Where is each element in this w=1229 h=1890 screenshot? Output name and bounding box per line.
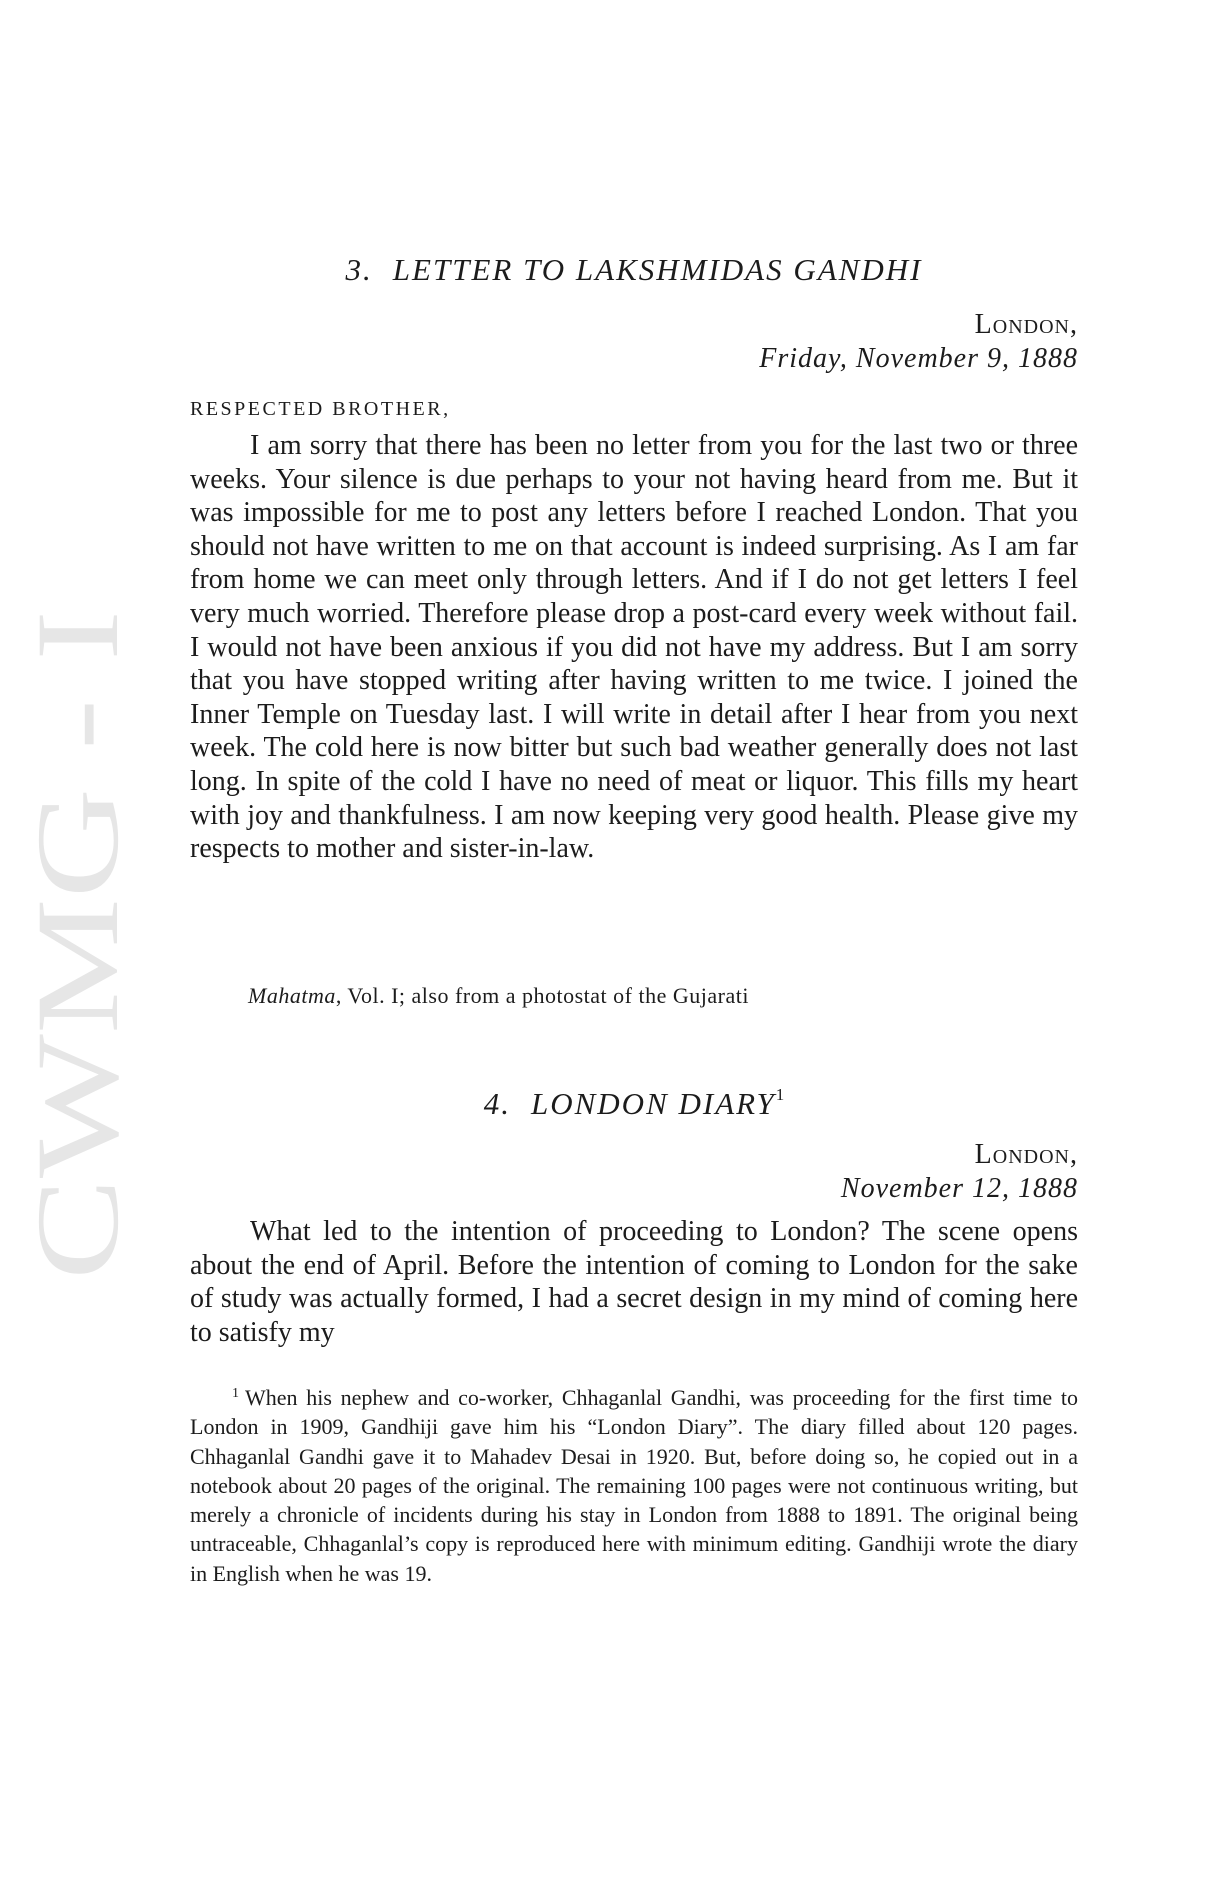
diary-body: What led to the intention of proceeding to London? The scene opens about the end of April. Before the intention of coming to London for the sake of study was actually formed, I had a secret design in my mind of coming here to satisfy my bbox=[190, 1216, 1078, 1348]
letter-heading bbox=[190, 252, 1078, 288]
letter-source bbox=[248, 983, 749, 1009]
diary-date: November 12, 1888 bbox=[840, 1173, 1078, 1204]
footnote bbox=[190, 1379, 1078, 1588]
letter-place-date bbox=[759, 308, 1078, 376]
footnote-ref[interactable]: 1 bbox=[775, 1085, 785, 1104]
diary-place-date bbox=[841, 1138, 1078, 1206]
letter-title: LETTER TO LAKSHMIDAS GANDHI bbox=[392, 252, 923, 287]
letter-salutation: RESPECTED BROTHER, bbox=[190, 398, 451, 420]
diary-title: LONDON DIARY bbox=[530, 1086, 776, 1121]
source-title: Mahatma bbox=[248, 983, 336, 1008]
letter-place: London, bbox=[974, 309, 1078, 340]
footnote-marker: 1 bbox=[232, 1386, 239, 1401]
diary-heading bbox=[190, 1085, 1078, 1122]
footnote-text: When his nephew and co-worker, Chhaganlal Gandhi, was proceeding for the first time to London in 1909, Gandhiji gave him his “London Diary”. The diary filled about 120 pages. Chhaganlal Gandhi gave it to Mahadev Desai in 1920. But, before doing so, he copied out in a notebook about 20 pages of the original. The remaining 100 pages were not continuous writing, but merely a chronicle of incidents during his stay in London from 1888 to 1891. The original being untraceable, Chhaganlal’s copy is reproduced here with minimum editing. Gandhiji wrote the diary in English when he was 19. bbox=[190, 1385, 1078, 1586]
letter-number: 3. bbox=[345, 252, 373, 287]
letter-body: I am sorry that there has been no letter from you for the last two or three weeks. Your silence is due perhaps to your not having heard from me. But it was impossible for me to post any letters before I reached London. That you should not have written to me on that account is indeed surprising. As I am far from home we can meet only through letters. And if I do not get letters I feel very much worried. Therefore please drop a post-card every week without fail. I would not have been anxious if you did not have my address. But I am sorry that you have stopped writing after having written to me twice. I joined the Inner Temple on Tuesday last. I will write in detail after I hear from you next week. The cold here is now bitter but such bad weather generally does not last long. In spite of the cold I have no need of meat or liquor. This fills my heart with joy and thankfulness. I am now keeping very good health. Please give my respects to mother and sister-in-law. bbox=[190, 430, 1078, 865]
letter-date: Friday, November 9, 1888 bbox=[759, 343, 1078, 374]
diary-place: London, bbox=[974, 1139, 1078, 1170]
diary-number: 4. bbox=[483, 1086, 511, 1121]
source-details: , Vol. I; also from a photostat of the Gujarati bbox=[335, 983, 749, 1008]
watermark-text: CWMG - I bbox=[12, 762, 143, 1280]
